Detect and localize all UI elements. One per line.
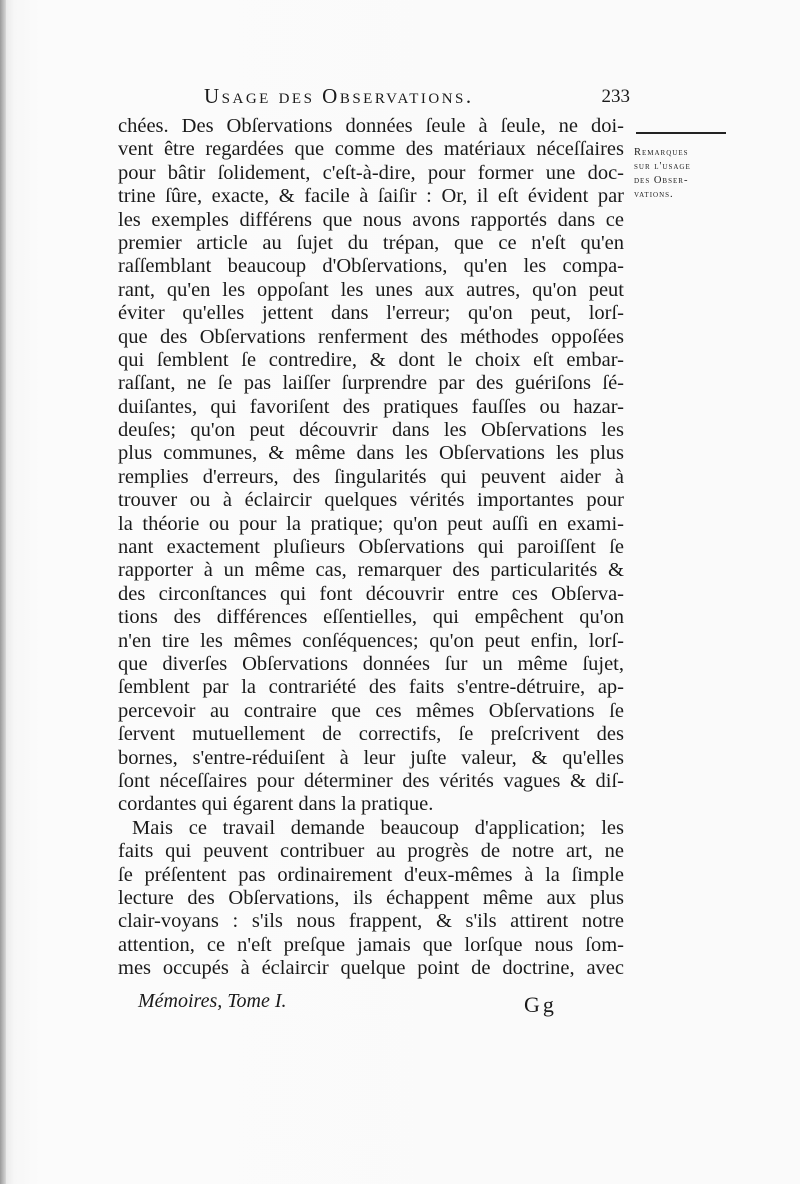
text-line: n'en tire les mêmes conſéquences; qu'on peut enfin, lorſ- xyxy=(118,629,624,652)
text-line: rant, qu'en les oppoſant les unes aux autres, qu'on peut xyxy=(118,278,624,301)
text-line: éviter qu'elles jettent dans l'erreur; qu'on peut, lorſ- xyxy=(118,302,624,325)
text-line: que diverſes Obſervations données ſur un même ſujet, xyxy=(118,652,624,675)
text-line: les exemples différens que nous avons rapportés dans ce xyxy=(118,208,624,231)
text-line: ſont néceſſaires pour déterminer des vérités vagues & diſ- xyxy=(118,769,624,792)
text-line: la théorie ou pour la pratique; qu'on peut auſſi en exami- xyxy=(118,512,624,535)
text-line: faits qui peuvent contribuer au progrès de notre art, ne xyxy=(118,840,624,863)
text-line: trouver ou à éclaircir quelques vérités importantes pour xyxy=(118,489,624,512)
text-line: ſervent mutuellement de correctifs, ſe preſcrivent des xyxy=(118,723,624,746)
text-line: vent être regardées que comme des matériaux néceſſaires xyxy=(118,138,624,161)
text-line: attention, ce n'eſt preſque jamais que lorſque nous ſom- xyxy=(118,933,624,956)
text-line: plus communes, & même dans les Obſervations les plus xyxy=(118,442,624,465)
text-line: lecture des Obſervations, ils échappent même aux plus xyxy=(118,886,624,909)
text-line: duiſantes, qui favoriſent des pratiques fauſſes ou hazar- xyxy=(118,395,624,418)
marginal-note xyxy=(634,146,734,202)
marginal-note-line: des Obser- xyxy=(634,175,689,186)
text-line: clair-voyans : s'ils nous frappent, & s'ils attirent notre xyxy=(118,910,624,933)
text-line: deuſes; qu'on peut découvrir dans les Obſervations les xyxy=(118,419,624,442)
text-line: trine ſûre, exacte, & facile à ſaiſir : Or, il eſt évident par xyxy=(118,185,624,208)
text-line: raſſant, ne ſe pas laiſſer ſurprendre par des guériſons ſé- xyxy=(118,372,624,395)
footer-signature: Mémoires, Tome I. xyxy=(138,990,287,1012)
text-line: percevoir au contraire que ces mêmes Obſervations ſe xyxy=(118,699,624,722)
text-line: bornes, s'entre-réduiſent à leur juſte valeur, & qu'elles xyxy=(118,746,624,769)
page-gutter-shadow xyxy=(0,0,6,1184)
text-line: qui ſemblent ſe contredire, & dont le choix eſt embar- xyxy=(118,348,624,371)
running-head xyxy=(120,84,630,114)
page-number: 233 xyxy=(601,86,630,107)
text-line: ſemblent par la contrariété des faits s'entre-détruire, ap- xyxy=(118,676,624,699)
marginal-note-line: Remarques xyxy=(634,147,689,158)
text-line: pour bâtir ſolidement, c'eſt-à-dire, pour former une doc- xyxy=(118,161,624,184)
marginal-note-line: sur l'usage xyxy=(634,161,691,172)
marginal-rule xyxy=(636,132,726,134)
marginal-note-line: vations. xyxy=(634,189,674,200)
body-text xyxy=(118,115,624,980)
text-line: chées. Des Obſervations données ſeule à ſeule, ne doi- xyxy=(118,115,624,137)
text-line: que des Obſervations renferment des méthodes oppoſées xyxy=(118,325,624,348)
text-line: des circonſtances qui font découvrir entre ces Obſerva- xyxy=(118,582,624,605)
text-line: premier article au ſujet du trépan, que ce n'eſt qu'en xyxy=(118,231,624,254)
paragraph-start-line: Mais ce travail demande beaucoup d'application; les xyxy=(132,816,624,839)
text-line: ſe préſentent pas ordinairement d'eux-mêmes à la ſimple xyxy=(118,863,624,886)
text-line: nant exactement pluſieurs Obſervations qui paroiſſent ſe xyxy=(118,536,624,559)
sheet-mark: Gg xyxy=(524,992,557,1017)
paragraph-end-line: cordantes qui égarent dans la pratique. xyxy=(118,793,434,816)
text-line: raſſemblant beaucoup d'Obſervations, qu'en les compa- xyxy=(118,255,624,278)
text-line: rapporter à un même cas, remarquer des particularités & xyxy=(118,559,624,582)
text-line: remplies d'erreurs, des ſingularités qui peuvent aider à xyxy=(118,465,624,488)
text-line: mes occupés à éclaircir quelque point de doctrine, avec xyxy=(118,957,624,980)
text-line: tions des différences eſſentielles, qui empêchent qu'on xyxy=(118,606,624,629)
running-title: Usage des Observations. xyxy=(204,84,474,108)
